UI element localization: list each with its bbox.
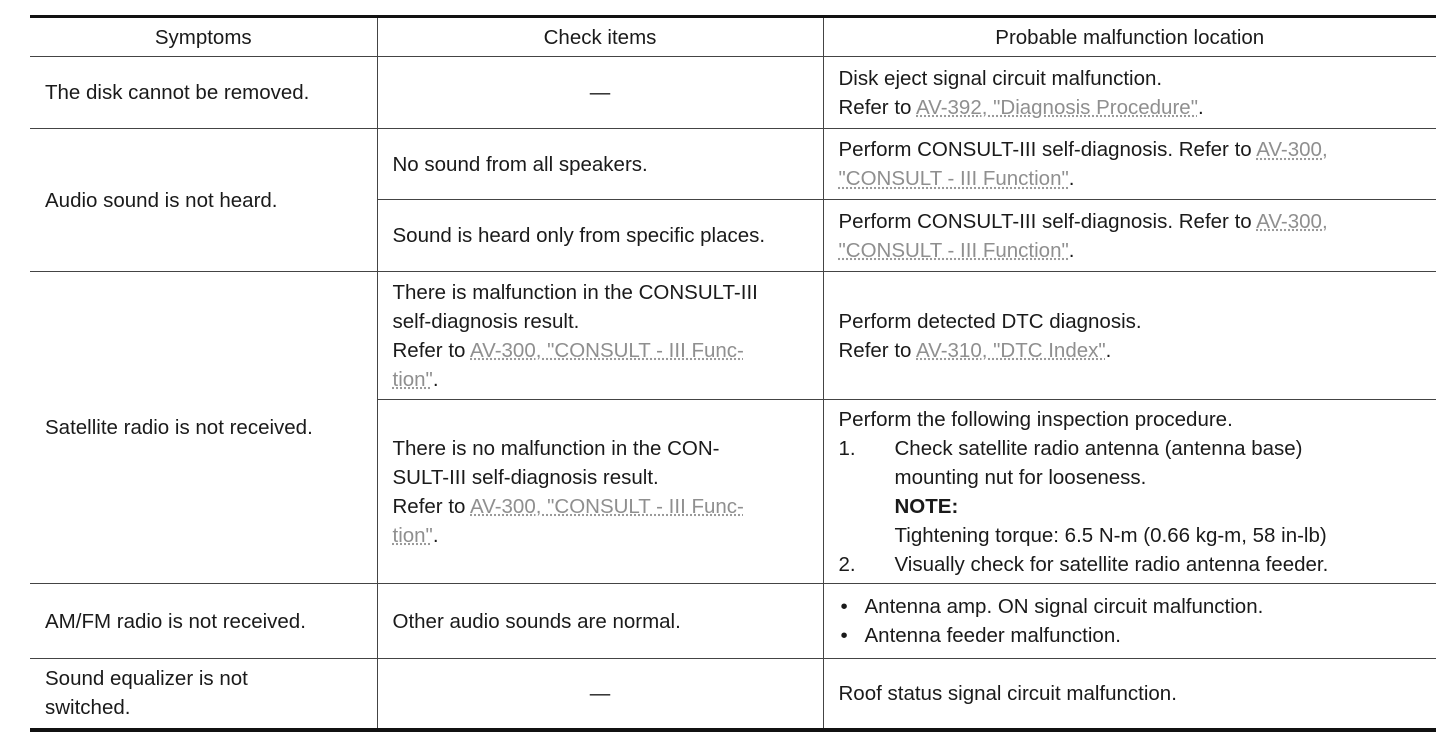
location-cell: Roof status signal circuit malfunction. xyxy=(823,659,1436,730)
refer-text: Refer to xyxy=(392,494,470,518)
reference-link[interactable]: "CONSULT - III Function" xyxy=(838,167,1069,190)
refer-text: Refer to xyxy=(392,338,470,362)
symptom-cell: The disk cannot be removed. xyxy=(30,57,377,129)
table-row xyxy=(30,659,1436,730)
reference-link[interactable]: AV-300, xyxy=(1256,209,1328,233)
header-check-items: Check items xyxy=(377,17,823,57)
table-row xyxy=(30,584,1436,659)
reference-link[interactable]: "CONSULT - III Function" xyxy=(838,238,1069,262)
check-text: There is malfunction in the CONSULT-III xyxy=(392,280,758,304)
procedure-step xyxy=(839,550,1422,579)
symptom-text: Sound equalizer is not xyxy=(45,667,248,691)
location-text: Perform detected DTC diagnosis. xyxy=(838,309,1142,333)
check-cell: Sound is heard only from specific places. xyxy=(377,200,823,272)
bullet-text: Antenna amp. ON signal circuit malfunction. xyxy=(864,595,1264,618)
period: . xyxy=(432,367,439,391)
location-cell xyxy=(823,400,1436,584)
refer-text: Refer to xyxy=(838,95,916,119)
check-cell: Other audio sounds are normal. xyxy=(377,584,823,659)
symptom-cell xyxy=(30,659,377,730)
symptom-cell: Satellite radio is not received. xyxy=(30,272,377,584)
period: . xyxy=(1105,338,1112,362)
step-number: 1. xyxy=(838,436,856,460)
reference-link[interactable]: AV-300, "CONSULT - III Func- xyxy=(470,494,744,518)
location-text: Disk eject signal circuit malfunction. xyxy=(838,66,1163,90)
bullet-item xyxy=(839,592,1422,621)
bullet-text: Antenna feeder malfunction. xyxy=(864,624,1121,647)
procedure-intro: Perform the following inspection procedure. xyxy=(838,407,1233,431)
step-number: 2. xyxy=(838,552,856,576)
period: . xyxy=(1197,95,1204,119)
period: . xyxy=(1068,167,1075,190)
refer-text: Refer to xyxy=(838,338,916,362)
check-cell xyxy=(377,272,823,400)
diagnosis-table-container xyxy=(30,15,1436,732)
bullet-icon: • xyxy=(840,624,848,647)
note-text: Tightening torque: 6.5 N-m (0.66 kg-m, 58 in-lb) xyxy=(894,523,1327,547)
location-cell xyxy=(823,129,1436,200)
period: . xyxy=(432,523,439,547)
symptom-table xyxy=(30,15,1436,732)
header-row xyxy=(30,17,1436,57)
location-cell xyxy=(823,272,1436,400)
header-symptoms: Symptoms xyxy=(30,17,377,57)
table-row xyxy=(30,129,1436,200)
check-cell: — xyxy=(377,57,823,129)
step-text: Visually check for satellite radio antenna feeder. xyxy=(894,552,1329,576)
reference-link[interactable]: AV-300, "CONSULT - III Func- xyxy=(470,338,744,362)
location-text: Perform CONSULT-III self-diagnosis. Refer to xyxy=(838,209,1257,233)
symptom-cell: Audio sound is not heard. xyxy=(30,129,377,272)
check-cell: — xyxy=(377,659,823,730)
header-malfunction-location: Probable malfunction location xyxy=(823,17,1436,57)
reference-link[interactable]: tion" xyxy=(392,367,433,391)
bullet-item xyxy=(839,621,1422,650)
check-cell: No sound from all speakers. xyxy=(377,129,823,200)
procedure-step xyxy=(839,434,1422,463)
location-text: Perform CONSULT-III self-diagnosis. Refer to xyxy=(838,138,1257,161)
step-text: mounting nut for looseness. xyxy=(894,465,1147,489)
symptom-cell: AM/FM radio is not received. xyxy=(30,584,377,659)
check-text: self-diagnosis result. xyxy=(392,309,580,333)
check-text: SULT-III self-diagnosis result. xyxy=(392,465,659,489)
reference-link[interactable]: AV-310, "DTC Index" xyxy=(916,338,1106,362)
reference-link[interactable]: AV-300, xyxy=(1256,138,1328,161)
bullet-icon: • xyxy=(840,595,848,618)
reference-link[interactable]: tion" xyxy=(392,523,433,547)
table-row xyxy=(30,57,1436,129)
table-row xyxy=(30,272,1436,400)
location-cell xyxy=(823,584,1436,659)
location-cell xyxy=(823,57,1436,129)
symptom-text: switched. xyxy=(45,696,131,720)
note-label: NOTE: xyxy=(894,494,959,518)
reference-link[interactable]: AV-392, "Diagnosis Procedure" xyxy=(916,95,1198,119)
step-text: Check satellite radio antenna (antenna base) xyxy=(894,436,1303,460)
check-text: There is no malfunction in the CON- xyxy=(392,436,720,460)
check-cell xyxy=(377,400,823,584)
period: . xyxy=(1068,238,1075,262)
location-cell xyxy=(823,200,1436,272)
